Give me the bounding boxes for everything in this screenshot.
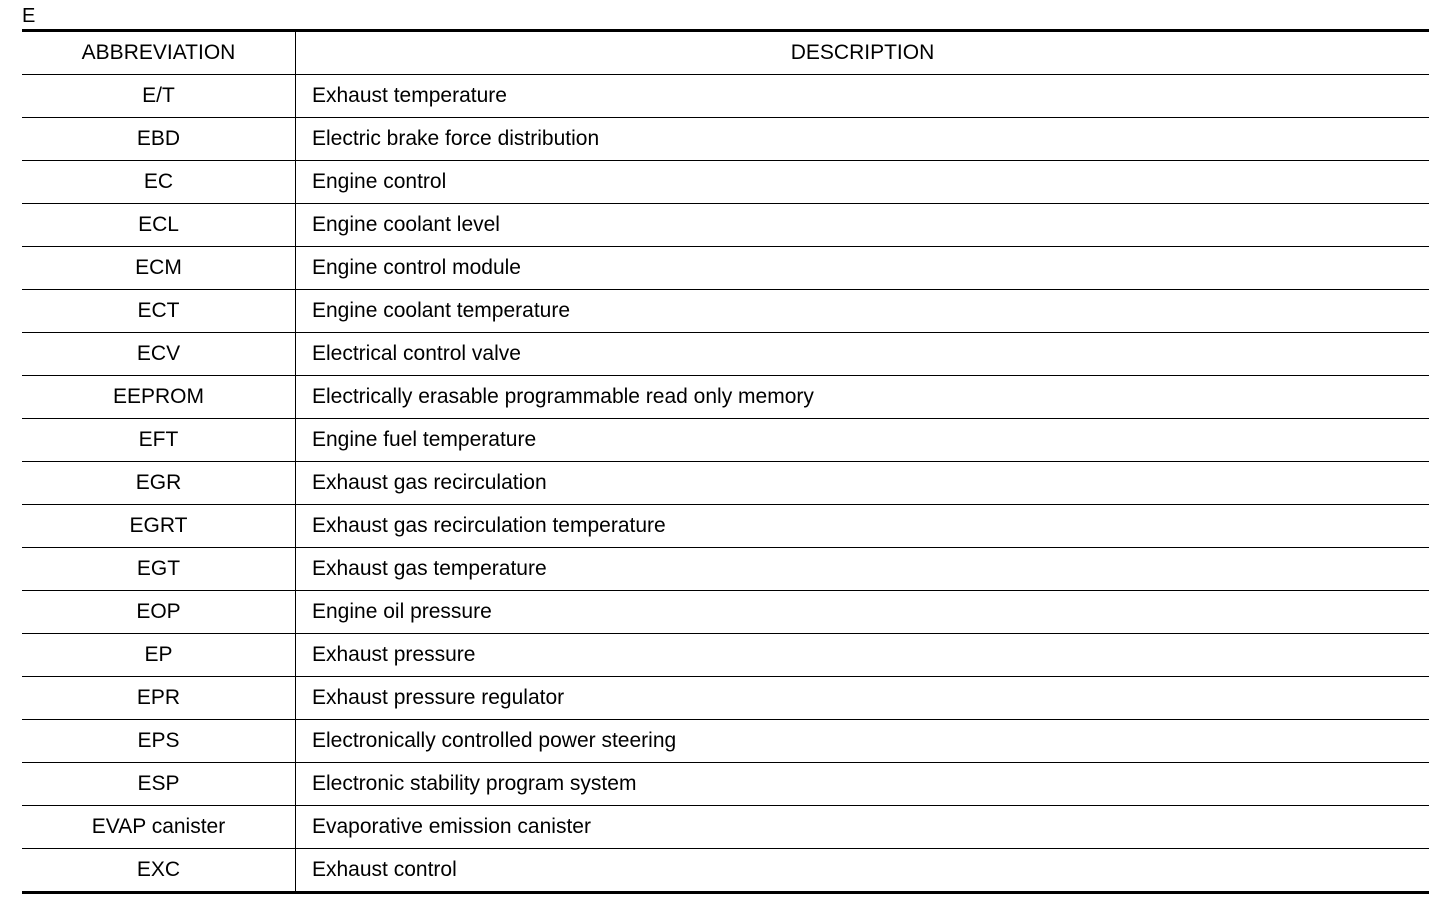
abbreviation-table — [22, 29, 1429, 894]
table-row — [22, 75, 1429, 118]
abbreviation-cell: E/T — [22, 75, 296, 118]
abbreviation-cell: EGT — [22, 548, 296, 591]
description-cell: Evaporative emission canister — [296, 806, 1430, 849]
description-cell: Exhaust pressure — [296, 634, 1430, 677]
table-row — [22, 290, 1429, 333]
abbreviation-cell: ECM — [22, 247, 296, 290]
table-row — [22, 247, 1429, 290]
description-cell: Engine control module — [296, 247, 1430, 290]
abbreviation-cell: ECL — [22, 204, 296, 247]
abbreviation-cell: EFT — [22, 419, 296, 462]
description-cell: Electrically erasable programmable read only memory — [296, 376, 1430, 419]
table-row — [22, 204, 1429, 247]
abbreviation-cell: ECT — [22, 290, 296, 333]
table-row — [22, 634, 1429, 677]
description-cell: Electric brake force distribution — [296, 118, 1430, 161]
header-abbreviation: ABBREVIATION — [22, 31, 296, 75]
description-cell: Engine coolant level — [296, 204, 1430, 247]
table-row — [22, 591, 1429, 634]
table-row — [22, 806, 1429, 849]
abbreviation-cell: EGR — [22, 462, 296, 505]
header-description: DESCRIPTION — [296, 31, 1430, 75]
abbreviation-cell: EBD — [22, 118, 296, 161]
description-cell: Engine oil pressure — [296, 591, 1430, 634]
description-cell: Engine fuel temperature — [296, 419, 1430, 462]
abbreviation-cell: EOP — [22, 591, 296, 634]
description-cell: Electronic stability program system — [296, 763, 1430, 806]
description-cell: Exhaust temperature — [296, 75, 1430, 118]
abbreviation-cell: EP — [22, 634, 296, 677]
abbreviation-cell: EC — [22, 161, 296, 204]
abbreviation-cell: EXC — [22, 849, 296, 893]
description-cell: Electronically controlled power steering — [296, 720, 1430, 763]
table-row — [22, 462, 1429, 505]
table-row — [22, 720, 1429, 763]
abbreviation-cell: ECV — [22, 333, 296, 376]
abbreviation-cell: ESP — [22, 763, 296, 806]
description-cell: Exhaust gas recirculation — [296, 462, 1430, 505]
table-row — [22, 849, 1429, 893]
abbreviation-cell: EGRT — [22, 505, 296, 548]
table-row — [22, 677, 1429, 720]
description-cell: Exhaust control — [312, 858, 457, 881]
section-letter: E — [22, 5, 36, 27]
table-row — [22, 161, 1429, 204]
abbreviation-cell: EVAP canister — [22, 806, 296, 849]
table-header-row — [22, 31, 1429, 75]
description-cell: Exhaust gas temperature — [296, 548, 1430, 591]
abbreviation-cell: EPS — [22, 720, 296, 763]
table-row — [22, 419, 1429, 462]
table-row — [22, 118, 1429, 161]
table-row — [22, 505, 1429, 548]
abbreviation-cell: EPR — [22, 677, 296, 720]
description-cell: Exhaust gas recirculation temperature — [296, 505, 1430, 548]
description-cell: Exhaust pressure regulator — [296, 677, 1430, 720]
abbreviation-cell: EEPROM — [22, 376, 296, 419]
table-row — [22, 548, 1429, 591]
table-row — [22, 376, 1429, 419]
table-row — [22, 333, 1429, 376]
table-row — [22, 763, 1429, 806]
description-cell: Engine control — [296, 161, 1430, 204]
description-cell: Engine coolant temperature — [296, 290, 1430, 333]
description-cell: Electrical control valve — [296, 333, 1430, 376]
